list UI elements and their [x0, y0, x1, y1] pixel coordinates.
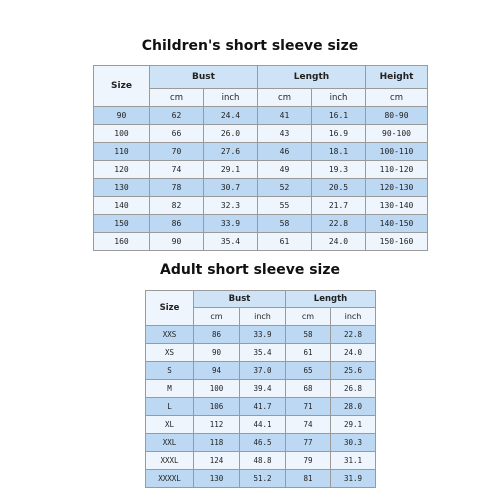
length-header: Length	[258, 66, 366, 89]
size-cell: M	[146, 380, 194, 398]
measurement-cell: 86	[150, 215, 204, 233]
table-row	[94, 161, 428, 179]
measurement-cell: 120-130	[366, 179, 428, 197]
table-row	[94, 215, 428, 233]
measurement-cell: 90-100	[366, 125, 428, 143]
table-row	[146, 434, 376, 452]
measurement-cell: 61	[258, 233, 312, 251]
measurement-cell: 26.8	[331, 380, 376, 398]
children-size-title: Children's short sleeve size	[141, 38, 359, 54]
measurement-cell: 19.3	[312, 161, 366, 179]
measurement-cell: 31.9	[331, 470, 376, 488]
measurement-cell: 29.1	[204, 161, 258, 179]
measurement-cell: 24.0	[312, 233, 366, 251]
size-cell: XXS	[146, 326, 194, 344]
measurement-cell: 80-90	[366, 107, 428, 125]
measurement-cell: 51.2	[240, 470, 286, 488]
size-header: Size	[94, 66, 150, 107]
table-row	[94, 107, 428, 125]
measurement-cell: 52	[258, 179, 312, 197]
size-cell: XXXXL	[146, 470, 194, 488]
measurement-cell: 112	[194, 416, 240, 434]
unit-header: inch	[240, 308, 286, 326]
unit-header: cm	[286, 308, 331, 326]
measurement-cell: 68	[286, 380, 331, 398]
unit-header: inch	[204, 89, 258, 107]
unit-header: cm	[258, 89, 312, 107]
height-header: Height	[366, 66, 428, 89]
size-cell: XS	[146, 344, 194, 362]
measurement-cell: 66	[150, 125, 204, 143]
measurement-cell: 90	[194, 344, 240, 362]
measurement-cell: 30.3	[331, 434, 376, 452]
measurement-cell: 100-110	[366, 143, 428, 161]
measurement-cell: 16.1	[312, 107, 366, 125]
measurement-cell: 22.8	[312, 215, 366, 233]
size-cell: 120	[94, 161, 150, 179]
measurement-cell: 70	[150, 143, 204, 161]
measurement-cell: 18.1	[312, 143, 366, 161]
measurement-cell: 21.7	[312, 197, 366, 215]
measurement-cell: 22.8	[331, 326, 376, 344]
adult-size-table	[145, 290, 376, 488]
measurement-cell: 46.5	[240, 434, 286, 452]
measurement-cell: 79	[286, 452, 331, 470]
table-row	[146, 380, 376, 398]
table-row	[146, 398, 376, 416]
measurement-cell: 74	[286, 416, 331, 434]
measurement-cell: 48.8	[240, 452, 286, 470]
measurement-cell: 81	[286, 470, 331, 488]
measurement-cell: 46	[258, 143, 312, 161]
size-header: Size	[146, 291, 194, 326]
bust-header: Bust	[194, 291, 286, 308]
measurement-cell: 20.5	[312, 179, 366, 197]
measurement-cell: 24.4	[204, 107, 258, 125]
measurement-cell: 130	[194, 470, 240, 488]
measurement-cell: 77	[286, 434, 331, 452]
measurement-cell: 110-120	[366, 161, 428, 179]
table-row	[146, 416, 376, 434]
unit-header: cm	[366, 89, 428, 107]
measurement-cell: 26.0	[204, 125, 258, 143]
table-row	[146, 326, 376, 344]
measurement-cell: 41	[258, 107, 312, 125]
size-cell: XXL	[146, 434, 194, 452]
table-row	[94, 179, 428, 197]
measurement-cell: 62	[150, 107, 204, 125]
table-row	[94, 233, 428, 251]
measurement-cell: 55	[258, 197, 312, 215]
measurement-cell: 106	[194, 398, 240, 416]
table-row	[146, 362, 376, 380]
table-row	[146, 344, 376, 362]
size-cell: S	[146, 362, 194, 380]
measurement-cell: 49	[258, 161, 312, 179]
adult-table-body	[146, 326, 376, 488]
measurement-cell: 41.7	[240, 398, 286, 416]
measurement-cell: 32.3	[204, 197, 258, 215]
unit-header: cm	[150, 89, 204, 107]
size-cell: XXXL	[146, 452, 194, 470]
size-cell: 110	[94, 143, 150, 161]
measurement-cell: 61	[286, 344, 331, 362]
children-size-table	[93, 65, 428, 251]
measurement-cell: 44.1	[240, 416, 286, 434]
measurement-cell: 58	[258, 215, 312, 233]
measurement-cell: 33.9	[204, 215, 258, 233]
measurement-cell: 90	[150, 233, 204, 251]
table-row	[94, 143, 428, 161]
measurement-cell: 37.0	[240, 362, 286, 380]
measurement-cell: 58	[286, 326, 331, 344]
children-table-body	[94, 107, 428, 251]
measurement-cell: 35.4	[240, 344, 286, 362]
measurement-cell: 94	[194, 362, 240, 380]
measurement-cell: 16.9	[312, 125, 366, 143]
measurement-cell: 27.6	[204, 143, 258, 161]
adult-size-title: Adult short sleeve size	[160, 262, 340, 278]
measurement-cell: 100	[194, 380, 240, 398]
measurement-cell: 82	[150, 197, 204, 215]
measurement-cell: 43	[258, 125, 312, 143]
size-cell: L	[146, 398, 194, 416]
measurement-cell: 118	[194, 434, 240, 452]
size-cell: 160	[94, 233, 150, 251]
unit-header: inch	[331, 308, 376, 326]
measurement-cell: 78	[150, 179, 204, 197]
measurement-cell: 29.1	[331, 416, 376, 434]
size-cell: 130	[94, 179, 150, 197]
measurement-cell: 150-160	[366, 233, 428, 251]
length-header: Length	[286, 291, 376, 308]
size-cell: XL	[146, 416, 194, 434]
table-row	[146, 470, 376, 488]
size-cell: 140	[94, 197, 150, 215]
measurement-cell: 65	[286, 362, 331, 380]
size-cell: 100	[94, 125, 150, 143]
bust-header: Bust	[150, 66, 258, 89]
table-row	[94, 197, 428, 215]
measurement-cell: 31.1	[331, 452, 376, 470]
measurement-cell: 35.4	[204, 233, 258, 251]
table-row	[94, 125, 428, 143]
measurement-cell: 39.4	[240, 380, 286, 398]
size-cell: 150	[94, 215, 150, 233]
measurement-cell: 30.7	[204, 179, 258, 197]
unit-header: inch	[312, 89, 366, 107]
measurement-cell: 130-140	[366, 197, 428, 215]
size-cell: 90	[94, 107, 150, 125]
measurement-cell: 25.6	[331, 362, 376, 380]
measurement-cell: 86	[194, 326, 240, 344]
measurement-cell: 140-150	[366, 215, 428, 233]
measurement-cell: 74	[150, 161, 204, 179]
measurement-cell: 28.0	[331, 398, 376, 416]
table-row	[146, 452, 376, 470]
unit-header: cm	[194, 308, 240, 326]
measurement-cell: 24.0	[331, 344, 376, 362]
measurement-cell: 124	[194, 452, 240, 470]
measurement-cell: 71	[286, 398, 331, 416]
measurement-cell: 33.9	[240, 326, 286, 344]
